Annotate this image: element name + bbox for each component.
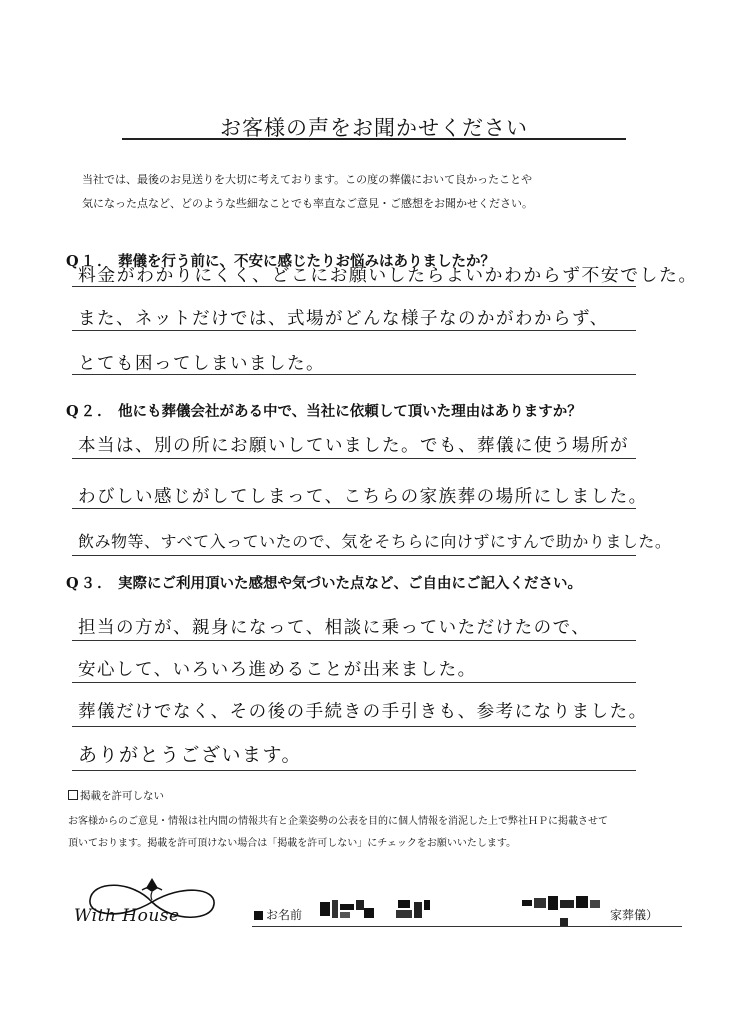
q3-writing-line-3 (72, 726, 636, 727)
redacted-name-mosaic-1 (318, 896, 378, 922)
no-publish-checkbox[interactable] (68, 790, 78, 800)
q2-answer-line-1: 本当は、別の所にお願いしていました。でも、葬儀に使う場所が (78, 436, 629, 456)
q3-writing-line-2 (72, 682, 636, 683)
q2-writing-line-2 (72, 508, 636, 509)
q1-answer-line-2: また、ネットだけでは、式場がどんな様子なのかがわからず、 (78, 309, 609, 329)
q3-writing-line-4 (72, 770, 636, 771)
q1-writing-line-2 (72, 330, 636, 331)
no-publish-option[interactable] (68, 788, 164, 803)
intro-line-2: 気になった点など、どのような些細なことでも率直なご意見・ご感想をお聞かせください。 (82, 197, 533, 210)
question-3 (66, 572, 686, 593)
q3-answer-line-4: ありがとうございます。 (78, 744, 302, 766)
question-2-number: Q２． (66, 403, 114, 420)
square-bullet-icon (254, 911, 263, 920)
name-field-label (254, 906, 302, 923)
title-underline (122, 138, 626, 140)
q2-writing-line-1 (72, 458, 636, 459)
q1-writing-line-3 (72, 374, 636, 375)
page-title: お客様の声をお聞かせください (220, 116, 528, 140)
name-field-suffix: 家葬儀） (610, 908, 659, 922)
q3-answer-line-1: 担当の方が、親身になって、相談に乗っていただけたので、 (78, 618, 591, 638)
q1-answer-line-3: とても困ってしまいました。 (78, 354, 325, 374)
publish-notice-line-2: 頂いております。掲載を許可頂けない場合は「掲載を許可しない」にチェックをお願いいたします。 (68, 838, 517, 849)
question-1-number: Q１． (66, 253, 114, 270)
logo-text: With House (74, 906, 180, 926)
q2-answer-line-2: わびしい感じがしてしまって、こちらの家族葬の場所にしました。 (78, 487, 648, 507)
question-3-text: 実際にご利用頂いた感想や気づいた点など、ご自由にご記入ください。 (118, 575, 582, 592)
intro-line-1: 当社では、最後のお見送りを大切に考えております。この度の葬儀において良かったことや (82, 173, 533, 186)
question-3-number: Q３． (66, 575, 114, 592)
q3-writing-line-1 (72, 640, 636, 641)
q1-answer-line-1: 料金がわかりにくく、どこにお願いしたらよいかわからず不安でした。 (78, 266, 698, 286)
name-label-text: お名前 (266, 908, 303, 922)
name-underline (252, 926, 682, 927)
no-publish-label: 掲載を許可しない (80, 790, 164, 802)
q3-answer-line-3: 葬儀だけでなく、その後の手続きの手引きも、参考になりました。 (78, 702, 648, 722)
redacted-name-mosaic-2 (394, 896, 434, 922)
q3-answer-line-2: 安心して、いろいろ進めることが出来ました。 (78, 660, 477, 680)
question-2 (66, 400, 686, 421)
publish-notice-line-1: お客様からのご意見・情報は社内間の情報共有と企業姿勢の公表を目的に個人情報を消泥した上で弊社ＨＰに掲載させて (68, 816, 608, 827)
question-2-text: 他にも葬儀会社がある中で、当社に依頼して頂いた理由はありますか？ (118, 403, 582, 420)
intro-text (82, 168, 682, 216)
q1-writing-line-1 (72, 286, 636, 287)
q2-writing-line-3 (72, 555, 636, 556)
question-1-text: 葬儀を行う前に、不安に感じたりお悩みはありましたか？ (118, 253, 495, 270)
q2-answer-line-3: 飲み物等、すべて入っていたので、気をそちらに向けずにすんで助かりました。 (78, 532, 672, 551)
